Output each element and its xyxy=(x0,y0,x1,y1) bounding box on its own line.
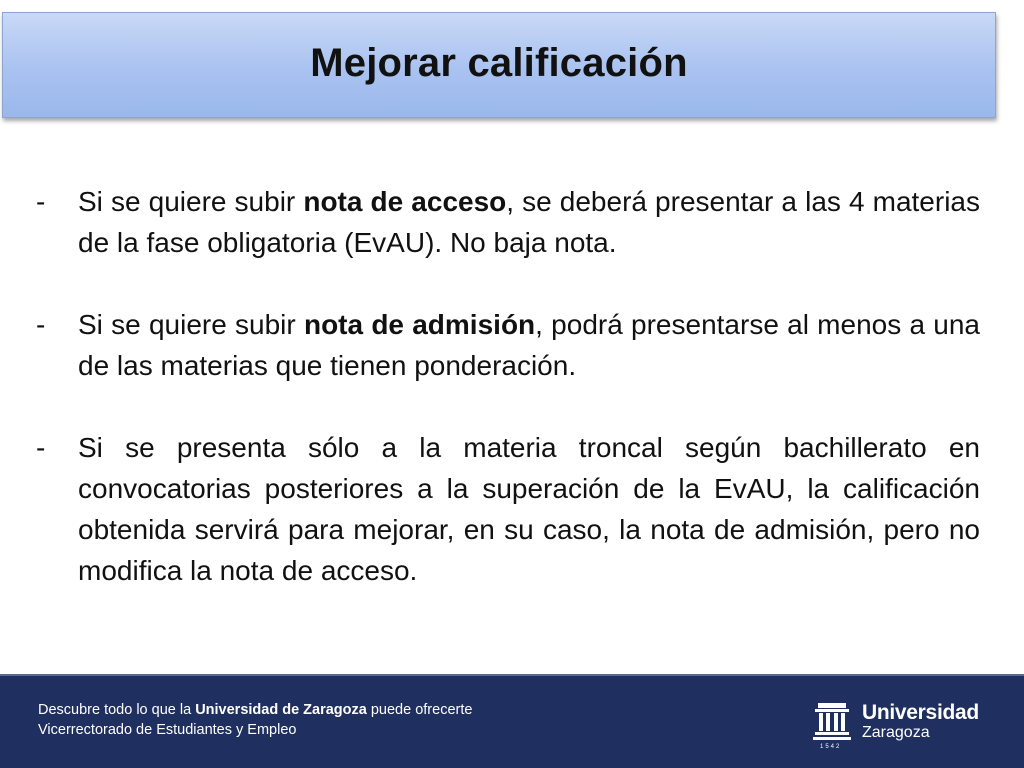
footer-line-2: Vicerrectorado de Estudiantes y Empleo xyxy=(38,722,297,738)
bullet-text-bold: nota de acceso xyxy=(303,186,507,217)
footer-text xyxy=(38,700,472,740)
footer-line-1 xyxy=(38,700,472,720)
footer xyxy=(0,674,1024,768)
bullet-text xyxy=(78,181,980,263)
bullet-marker: - xyxy=(36,186,46,217)
title-bar xyxy=(2,12,996,118)
bullet-text xyxy=(78,427,980,591)
bullet-marker: - xyxy=(36,309,46,340)
footer-line-1-after: puede ofrecerte xyxy=(366,702,473,718)
slide-title: Mejorar calificación xyxy=(310,40,688,85)
bullet-text-before: Si se quiere subir xyxy=(78,186,304,217)
university-emblem-icon xyxy=(812,700,852,744)
bullet-text xyxy=(78,304,980,386)
bullet-item xyxy=(36,427,980,591)
bullet-text-after: , se deberá presentar a las 4 materias de la fase obligatoria (EvAU). No baja nota. xyxy=(78,186,980,258)
bullet-marker: - xyxy=(36,432,46,463)
bullet-text-bold: nota de admisión xyxy=(303,309,536,340)
logo-year: 1542 xyxy=(820,744,842,750)
bullet-list xyxy=(36,181,980,591)
bullet-item xyxy=(36,181,980,263)
bullet-item xyxy=(36,304,980,386)
logo-word-zaragoza: Zaragoza xyxy=(862,724,930,741)
logo-word-universidad: Universidad xyxy=(862,701,979,724)
bullet-text-before: Si se presenta sólo a la materia troncal según bachillerato en convocatorias posteriores a la superación de la EvAU, la calificación obtenida servirá para mejorar, en su caso, la nota de admisión, pero no modifica la nota de acceso. xyxy=(78,432,980,586)
university-logo xyxy=(812,700,1002,756)
footer-university-name: Universidad de Zaragoza xyxy=(195,702,367,718)
bullet-text-before: Si se quiere subir xyxy=(78,309,304,340)
footer-line-1-before: Descubre todo lo que la xyxy=(38,702,196,718)
bullet-text-after: , podrá presentarse al menos a una de las materias que tienen ponderación. xyxy=(78,309,980,381)
